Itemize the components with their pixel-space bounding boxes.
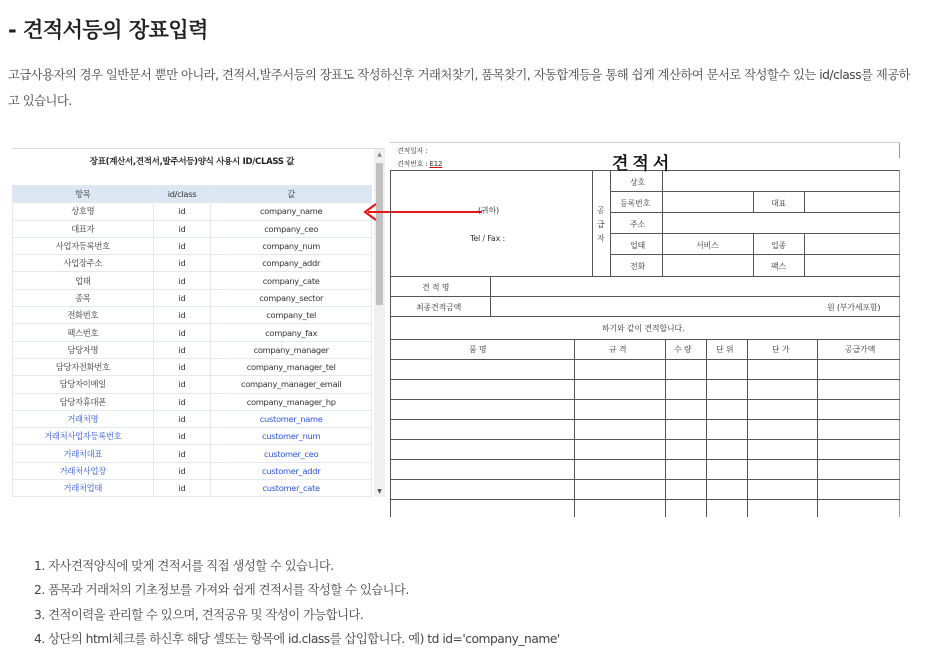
table-row (13, 272, 372, 289)
quote-name-label: 견 적 명 (422, 283, 450, 292)
supplier-label-2: 급 (597, 220, 605, 229)
column-header-value: 값 (211, 186, 372, 203)
cell-value: company_manager_tel (211, 358, 372, 375)
cell-item: 거래처명 (13, 410, 154, 427)
table-header-row (13, 186, 372, 203)
table-row (13, 358, 372, 375)
cell-item: 거래처사업장 (13, 462, 154, 479)
quote-number-value: E12 (429, 160, 443, 168)
column-unit-price: 단 가 (772, 345, 790, 354)
cell-type: id (153, 324, 211, 341)
cell-type: id (153, 410, 211, 427)
cell-value: company_manager (211, 341, 372, 358)
quote-number-label: 견적번호 : E12 (397, 160, 443, 168)
field-name-label: 상호 (630, 178, 646, 187)
field-address-label: 주소 (630, 220, 646, 229)
cell-type: id (153, 341, 211, 358)
field-business-value: 서비스 (696, 241, 719, 250)
cell-value: company_addr (211, 255, 372, 272)
table-row (13, 289, 372, 306)
field-fax-label: 팩스 (771, 262, 787, 271)
cell-type: id (153, 307, 211, 324)
column-supply-amount: 공급가액 (845, 345, 876, 354)
cell-type: id (153, 220, 211, 237)
cell-value: customer_num (211, 428, 372, 445)
cell-type: id (153, 237, 211, 254)
cell-value: company_manager_email (211, 376, 372, 393)
column-product-name: 품 명 (469, 345, 487, 354)
intro-text: 고급사용자의 경우 일반문서 뿐만 아니라, 견적서,발주서등의 장표도 작성하신후 거래처찾기, 품목찾기, 자동합계등을 통해 쉽게 계산하여 문서로 작성할수 있는 id/class를 제공하고 있습니다. (8, 68, 911, 108)
cell-type: id (153, 428, 211, 445)
cell-item: 거래처대표 (13, 445, 154, 462)
quote-form (390, 142, 900, 516)
cell-value: company_ceo (211, 220, 372, 237)
table-row (13, 324, 372, 341)
cell-value: company_cate (211, 272, 372, 289)
cell-item: 담당자이메일 (13, 376, 154, 393)
cell-type: id (153, 480, 211, 497)
quote-statement: 하기와 같이 견적합니다. (602, 324, 685, 333)
table-row (13, 410, 372, 427)
cell-type: id (153, 393, 211, 410)
total-amount-label: 최종견적금액 (416, 303, 462, 312)
cell-type: id (153, 462, 211, 479)
table-row (13, 480, 372, 497)
cell-item: 담당자휴대폰 (13, 393, 154, 410)
field-reg-no-label: 등록번호 (620, 199, 651, 208)
table-row (13, 307, 372, 324)
quote-form-title: 견적서 (612, 154, 674, 174)
quote-date-label: 견적일자 : (397, 147, 428, 155)
table-row (13, 237, 372, 254)
supplier-label-1: 공 (597, 206, 605, 215)
table-row (13, 376, 372, 393)
cell-value: company_sector (211, 289, 372, 306)
table-row (13, 203, 372, 220)
feature-item: 3. 견적이력을 관리할 수 있으며, 견적공유 및 작성이 가능합니다. (34, 607, 364, 622)
cell-item: 팩스번호 (13, 324, 154, 341)
cell-value: company_name (211, 203, 372, 220)
recipient-suffix: (귀하) (478, 206, 499, 215)
id-class-table (12, 185, 372, 497)
tel-fax-label: Tel / Fax : (470, 234, 505, 243)
cell-item: 상호명 (13, 203, 154, 220)
cell-value: customer_ceo (211, 445, 372, 462)
cell-value: company_manager_hp (211, 393, 372, 410)
table-row (13, 255, 372, 272)
cell-item: 담당자전화번호 (13, 358, 154, 375)
page-title: - 견적서등의 장표입력 (8, 18, 208, 42)
cell-type: id (153, 272, 211, 289)
table-row (13, 445, 372, 462)
cell-value: customer_addr (211, 462, 372, 479)
field-business-label: 업태 (630, 241, 646, 250)
scroll-down-arrow-icon[interactable]: ▼ (377, 488, 382, 495)
feature-item: 4. 상단의 html체크를 하신후 해당 셀또는 항목에 id.class를 삽입합니다. 예) td id='company_name' (34, 631, 560, 646)
cell-item: 사업장주소 (13, 255, 154, 272)
field-phone-label: 전화 (630, 262, 646, 271)
table-row (13, 462, 372, 479)
cell-type: id (153, 255, 211, 272)
cell-item: 거래처사업자등록번호 (13, 428, 154, 445)
cell-type: id (153, 445, 211, 462)
table-row (13, 428, 372, 445)
column-header-type: id/class (153, 186, 211, 203)
cell-type: id (153, 376, 211, 393)
cell-value: customer_cate (211, 480, 372, 497)
field-sector-label: 업종 (771, 241, 787, 250)
spreadsheet-title: 장표(계산서,견적서,발주서등)양식 사용시 ID/CLASS 값 (89, 157, 295, 167)
column-spec: 규 격 (609, 345, 627, 354)
column-unit: 단 위 (716, 345, 734, 354)
cell-item: 거래처업태 (13, 480, 154, 497)
column-quantity: 수 량 (674, 345, 692, 354)
supplier-label-3: 자 (597, 234, 605, 243)
table-row (13, 220, 372, 237)
cell-type: id (153, 358, 211, 375)
cell-item: 전화번호 (13, 307, 154, 324)
feature-list (34, 556, 560, 653)
table-row (13, 393, 372, 410)
field-ceo-label: 대표 (771, 199, 787, 208)
feature-item: 1. 자사견적양식에 맞게 견적서를 직접 생성할 수 있습니다. (34, 559, 334, 573)
total-amount-suffix: 원 (부가세포함) (827, 303, 881, 312)
cell-value: company_num (211, 237, 372, 254)
cell-item: 사업자등록번호 (13, 237, 154, 254)
id-class-spreadsheet (12, 148, 385, 496)
cell-value: customer_name (211, 410, 372, 427)
cell-item: 담당자명 (13, 341, 154, 358)
scroll-up-arrow-icon[interactable]: ▲ (377, 151, 382, 158)
cell-type: id (153, 203, 211, 220)
cell-item: 대표자 (13, 220, 154, 237)
scroll-thumb[interactable] (376, 163, 383, 305)
cell-value: company_fax (211, 324, 372, 341)
cell-type: id (153, 289, 211, 306)
cell-item: 종목 (13, 289, 154, 306)
table-row (13, 341, 372, 358)
feature-item: 2. 품목과 거래처의 기초정보를 가져와 쉽게 견적서를 작성할 수 있습니다. (34, 583, 409, 598)
column-header-item: 항목 (13, 186, 154, 203)
cell-value: company_tel (211, 307, 372, 324)
cell-item: 업태 (13, 272, 154, 289)
